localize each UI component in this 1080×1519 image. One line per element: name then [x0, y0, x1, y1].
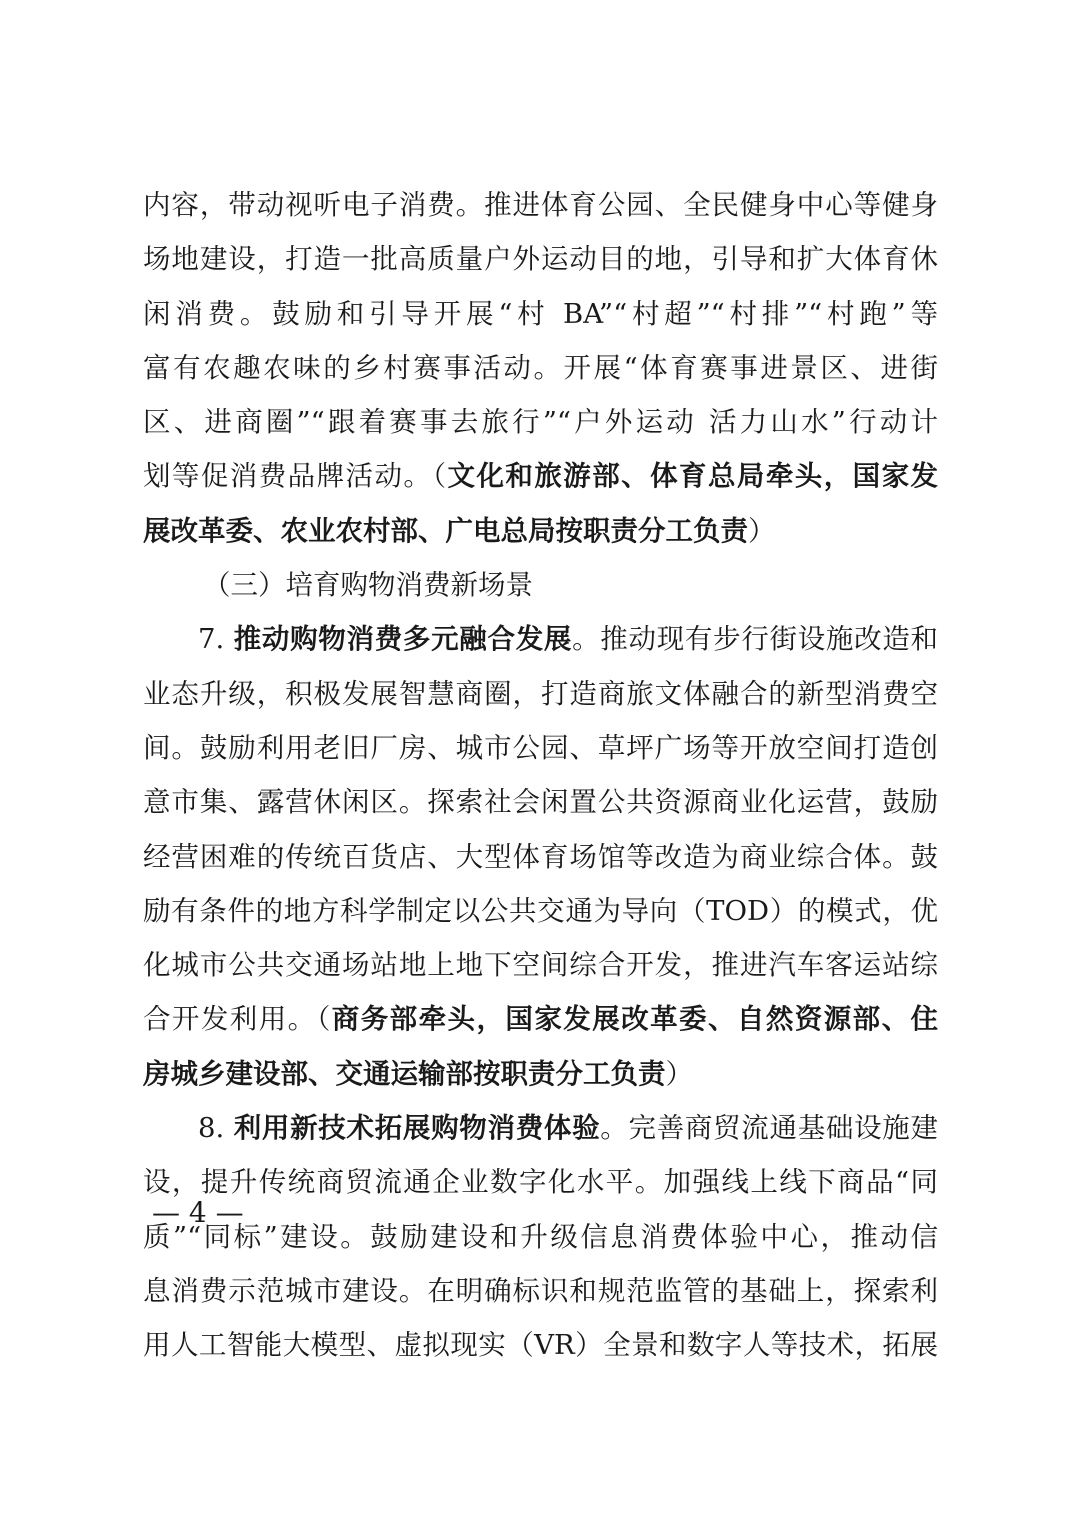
- bold-text-segment: 房城乡建设部、交通运输部按职责分工负责: [143, 1057, 666, 1090]
- text-line: [143, 1264, 938, 1318]
- text-line: [143, 232, 938, 286]
- text-segment: 用人工智能大模型、虚拟现实（VR）全景和数字人等技术，拓展: [143, 1329, 938, 1362]
- text-segment: 内容，带动视听电子消费。推进体育公园、全民健身中心等健身: [143, 189, 938, 221]
- bold-text-segment: 展改革委、农业农村部、广电总局按职责分工负责: [143, 514, 748, 547]
- text-segment: ）: [748, 514, 776, 547]
- text-line: [143, 938, 938, 992]
- text-line: [143, 667, 938, 721]
- text-line: [143, 830, 938, 884]
- text-segment: 富有农趣农味的乡村赛事活动。开展“体育赛事进景区、进街: [143, 351, 938, 384]
- text-segment: 合开发利用。（: [143, 1003, 332, 1036]
- text-segment: 意市集、露营休闲区。探索社会闲置公共资源商业化运营，鼓励: [143, 786, 938, 819]
- text-segment: 设，提升传统商贸流通企业数字化水平。加强线上线下商品“同: [143, 1166, 938, 1199]
- text-line: [143, 1210, 938, 1264]
- text-line: [143, 395, 938, 449]
- text-line: [143, 992, 938, 1046]
- body-text: [143, 178, 938, 1373]
- text-segment: 质”“同标”建设。鼓励建设和升级信息消费体验中心，推动信: [143, 1220, 938, 1253]
- text-line: [143, 504, 938, 558]
- text-segment: 。完善商贸流通基础设施建: [600, 1112, 938, 1145]
- text-line: [143, 1155, 938, 1209]
- text-segment: 场地建设，打造一批高质量户外运动目的地，引导和扩大体育休: [143, 243, 938, 276]
- text-segment: 息消费示范城市建设。在明确标识和规范监管的基础上，探索利: [143, 1274, 938, 1307]
- text-line: [143, 612, 938, 666]
- text-segment: 励有条件的地方科学制定以公共交通为导向（TOD）的模式，优: [143, 894, 938, 927]
- text-line: [143, 1101, 938, 1155]
- text-line: [143, 1318, 938, 1372]
- text-line: [143, 449, 938, 503]
- text-line: [143, 341, 938, 395]
- text-line: [143, 884, 938, 938]
- text-segment: 8.: [198, 1112, 234, 1145]
- text-segment: 经营困难的传统百货店、大型体育场馆等改造为商业综合体。鼓: [143, 840, 938, 873]
- text-line: [143, 721, 938, 775]
- text-segment: 化城市公共交通场站地上地下空间综合开发，推进汽车客运站综: [143, 949, 938, 982]
- section-heading: [143, 558, 938, 612]
- text-line: [143, 1047, 938, 1101]
- bold-text-segment: 商务部牵头，国家发展改革委、自然资源部、住: [331, 1003, 938, 1036]
- text-segment: 闲消费。鼓励和引导开展“村 BA”“村超”“村排”“村跑”等: [143, 297, 938, 330]
- text-segment: 区、进商圈”“跟着赛事去旅行”“户外运动 活力山水”行动计: [143, 406, 938, 439]
- bold-text-segment: 利用新技术拓展购物消费体验: [233, 1112, 601, 1145]
- bold-text-segment: 推动购物消费多元融合发展: [233, 623, 573, 656]
- text-segment: 业态升级，积极发展智慧商圈，打造商旅文体融合的新型消费空: [143, 677, 938, 710]
- text-line: [143, 287, 938, 341]
- text-segment: ）: [665, 1057, 693, 1090]
- text-line: [143, 178, 938, 232]
- page-number: — 4 —: [152, 1196, 244, 1229]
- text-segment: 。推动现有步行街设施改造和: [572, 623, 938, 656]
- text-segment: 7.: [198, 623, 234, 656]
- text-line: [143, 775, 938, 829]
- text-segment: 划等促消费品牌活动。（: [143, 460, 448, 493]
- text-segment: 间。鼓励利用老旧厂房、城市公园、草坪广场等开放空间打造创: [143, 731, 938, 764]
- text-segment: （三）培育购物消费新场景: [203, 569, 533, 602]
- bold-text-segment: 文化和旅游部、体育总局牵头，国家发: [447, 460, 938, 493]
